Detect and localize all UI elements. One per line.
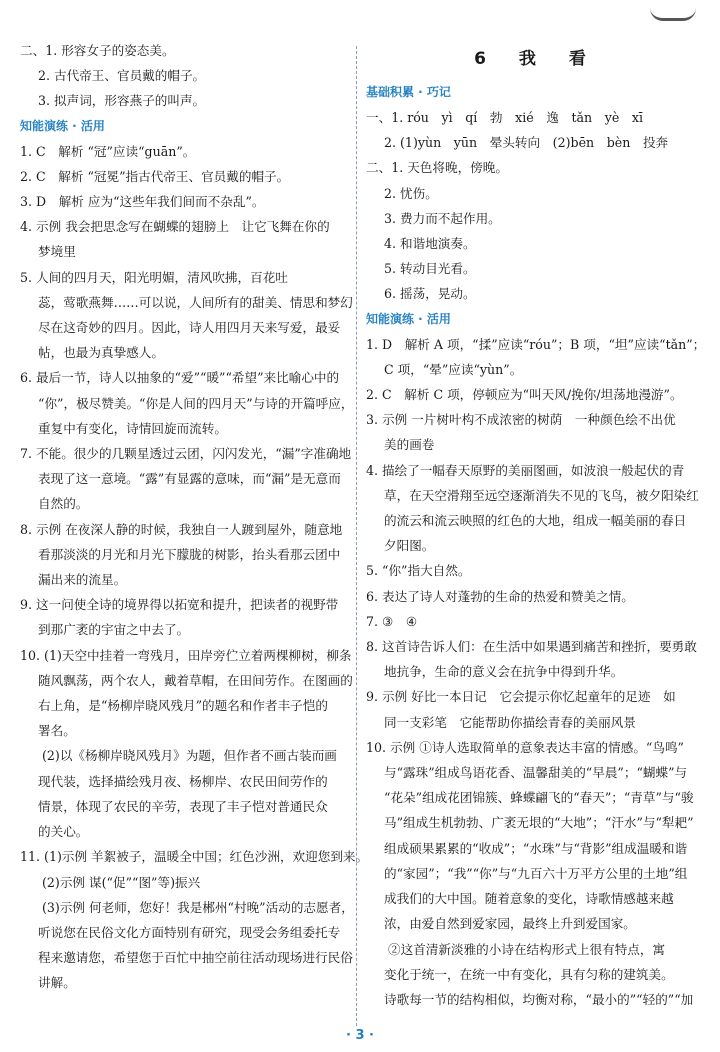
answer-line: 11. (1)示例 羊絮被子，温暖全中国；红色沙洲，欢迎您到来。	[20, 849, 369, 865]
answer-line: 10. (1)天空中挂着一弯残月，田岸旁伫立着两棵柳树，柳条	[20, 647, 352, 663]
answer-line: “花朵”组成花团锦簇、蜂蝶翩飞的“春天”；“青草”与“骏	[384, 790, 694, 806]
answer-line: 7. ③ ④	[366, 613, 418, 629]
answer-line: (3)示例 何老师，您好！我是郴州“村晚”活动的志愿者，	[42, 899, 354, 915]
answer-line: 变化于统一，在统一中有变化，具有匀称的建筑美。	[384, 966, 674, 982]
section-header: 知能演练 · 活用	[366, 311, 451, 326]
answer-line: 2. C 解析 “冠冕”指古代帝王、官员戴的帽子。	[20, 168, 290, 184]
answer-line: 1. D 解析 A 项，“揉”应读“róu”；B 项，“坦”应读“tǎn”；	[366, 336, 706, 352]
answer-line: 5. 人间的四月天，阳光明媚，清风吹拂，百花吐	[20, 269, 288, 285]
answer-line: 到那广袤的宇宙之中去了。	[38, 622, 190, 638]
answer-line: (2)示例 谋(“促”“图”等)振兴	[42, 874, 201, 890]
answer-line: 帖，也最为真挚感人。	[38, 345, 164, 361]
answer-line: 表现了这一意境。“露”有显露的意味，而“漏”是无意而	[38, 471, 341, 487]
right-column-body	[366, 80, 706, 1012]
answer-line: 3. 示例 一片树叶构不成浓密的树荫 一种颜色绘不出优	[366, 412, 676, 428]
answer-line: 5. 转动目光看。	[384, 261, 476, 277]
answer-line: 6. 表达了诗人对蓬勃的生命的热爱和赞美之情。	[366, 588, 634, 604]
answer-line: 9. 示例 好比一本日记 它会提示你忆起童年的足迹 如	[366, 689, 676, 705]
answer-line: 重复中有变化，诗情回旋而流转。	[38, 420, 227, 436]
section-header: 基础积累 · 巧记	[366, 85, 451, 99]
answer-line: 尽在这奇妙的四月。因此，诗人用四月天来写爱，最妥	[38, 320, 341, 336]
answer-line: 署名。	[38, 723, 76, 739]
answer-line: 3. 费力而不起作用。	[384, 210, 501, 226]
answer-line: 一、1. róu yì qí 勃 xié 逸 tǎn yè xī	[366, 110, 644, 125]
answer-line: 程来邀请您，希望您于百忙中抽空前往活动现场进行民俗	[38, 950, 353, 966]
answer-line: 讲解。	[38, 975, 76, 991]
answer-line: 成我们的大中国。随着意象的变化，诗歌情感越来越	[384, 891, 674, 907]
left-column	[20, 38, 369, 996]
answer-line: 草，在天空滑翔至远空逐渐消失不见的飞鸟，被夕阳染红	[384, 487, 699, 503]
answer-line: 的“家园”；“我”“你”与“九百六十万平方公里的土地”组	[384, 865, 688, 881]
answer-line: C 项，“晕”应读“yùn”。	[384, 361, 523, 377]
answer-line: 4. 描绘了一幅春天原野的美丽图画，如波浪一般起伏的青	[366, 462, 685, 478]
section-header: 知能演练 · 活用	[20, 118, 105, 133]
answer-line: 6. 摇荡，晃动。	[384, 286, 476, 302]
answer-line: 的流云和流云映照的红色的大地，组成一幅美丽的春日	[384, 513, 687, 529]
answer-line: 浓，由爱自然到爱家园，最终上升到爱国家。	[384, 916, 636, 932]
answer-line: 2. (1)yùn yūn 晕头转向 (2)bēn bèn 投奔	[384, 135, 669, 151]
answer-line: 2. C 解析 C 项，停顿应为“叫天风/挽你/坦荡地漫游”。	[366, 387, 683, 403]
answer-line: 4. 示例 我会把思念写在蝴蝶的翅膀上 让它飞舞在你的	[20, 219, 330, 235]
answer-line: 7. 不能。很少的几颗星透过云团，闪闪发光，“漏”字准确地	[20, 446, 352, 462]
answer-line: 2. 古代帝王、官员戴的帽子。	[38, 68, 206, 84]
answer-line: 9. 这一问使全诗的境界得以拓宽和提升，把读者的视野带	[20, 597, 339, 613]
answer-line: 梦境里	[38, 244, 76, 260]
answer-line: 美的画卷	[384, 437, 435, 453]
answer-line: 马”组成生机勃勃、广袤无垠的“大地”；“汗水”与“犁耙”	[384, 815, 694, 831]
answer-line: 的关心。	[38, 824, 89, 840]
answer-line: 10. 示例 ①诗人选取简单的意象表达丰富的情感。“鸟鸣”	[366, 739, 684, 755]
answer-line: “你”，极尽赞美。“你是人间的四月天”与诗的开篇呼应，	[38, 395, 354, 411]
column-divider	[356, 46, 357, 1026]
answer-line: 5. “你”指大自然。	[366, 563, 471, 579]
right-column	[366, 38, 706, 1012]
answer-line: 看那淡淡的月光和月光下朦胧的树影，抬头看那云团中	[38, 546, 341, 562]
answer-line: (2)以《杨柳岸晓风残月》为题，但作者不画古装而画	[42, 748, 337, 764]
answer-line: ②这首清新淡雅的小诗在结构形式上很有特点，寓	[388, 941, 666, 957]
answer-line: 漏出来的流星。	[38, 572, 127, 588]
page-number-dot-left: ·	[345, 1028, 351, 1043]
answer-line: 2. 忧伤。	[384, 185, 438, 201]
page-number	[0, 1028, 720, 1043]
answer-line: 6. 最后一节，诗人以抽象的“爱”“暖”“希望”来比喻心中的	[20, 370, 340, 386]
corner-mark	[650, 8, 696, 21]
answer-line: 夕阳图。	[384, 538, 435, 554]
answer-line: 情景，体现了农民的辛劳，表现了丰子恺对普通民众	[38, 798, 328, 814]
answer-line: 随风飘荡，两个农人，戴着草帽，在田间劳作。在图画的	[38, 672, 353, 688]
answer-line: 二、1. 形容女子的姿态美。	[20, 43, 175, 58]
page-number-value: 3	[355, 1028, 365, 1043]
page-number-dot-right: ·	[369, 1028, 374, 1043]
answer-line: 蕊，莺歌燕舞……可以说，人间所有的甜美、情思和梦幻	[38, 294, 353, 310]
answer-line: 组成硕果累累的“收成”；“水珠”与“背影”组成温暖和谐	[384, 840, 688, 856]
answer-line: 同一支彩笔 它能帮助你描绘青春的美丽风景	[384, 714, 636, 730]
answer-line: 8. 这首诗告诉人们：在生活中如果遇到痛苦和挫折，要勇敢	[366, 639, 697, 655]
answer-line: 二、1. 天色将晚，傍晚。	[366, 160, 508, 176]
answer-line: 3. 拟声词，形容燕子的叫声。	[38, 93, 206, 109]
answer-line: 自然的。	[38, 496, 89, 512]
answer-line: 8. 示例 在夜深人静的时候，我独自一人踱到屋外，随意地	[20, 521, 343, 537]
answer-line: 听说您在民俗文化方面特别有研究，现受会务组委托专	[38, 924, 341, 940]
answer-line: 1. C 解析 “冠”应读“guān”。	[20, 143, 196, 159]
answer-line: 诗歌每一节的结构相似，均衡对称，“最小的”“轻的”“加	[384, 991, 694, 1007]
answer-line: 3. D 解析 应为“这些年我们间而不杂乱”。	[20, 194, 265, 210]
answer-line: 现代装，选择描绘残月夜、杨柳岸、农民田间劳作的	[38, 773, 328, 789]
answer-line: 4. 和谐地演奏。	[384, 236, 476, 252]
lesson-title: 6 我 看	[474, 49, 594, 69]
answer-line: 地抗争，生命的意义会在抗争中得到升华。	[384, 664, 624, 680]
answer-line: 与“露珠”组成鸟语花香、温馨甜美的“早晨”；“蝴蝶”与	[384, 765, 688, 781]
answer-line: 右上角，是“杨柳岸晓风残月”的题名和作者丰子恺的	[38, 698, 328, 714]
